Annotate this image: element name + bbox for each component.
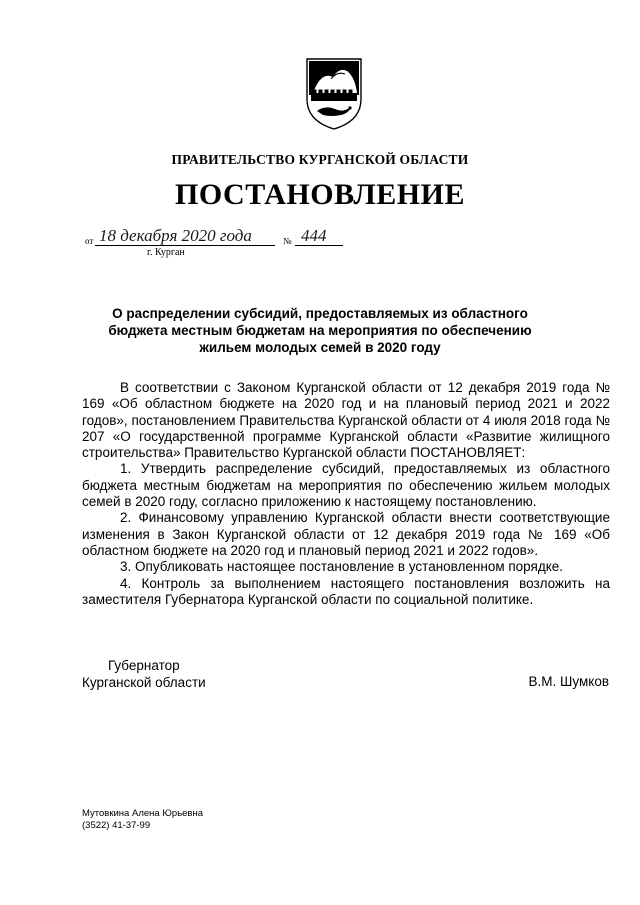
government-name: ПРАВИТЕЛЬСТВО КУРГАНСКОЙ ОБЛАСТИ xyxy=(171,152,469,167)
item-4-paragraph: 4. Контроль за выполнением настоящего постановления возложить на заместителя Губернатора Курганской области по социальной политике. xyxy=(82,575,610,607)
signatory-title-line-2: Курганской области xyxy=(82,675,206,690)
from-label: от xyxy=(85,236,94,246)
kurgan-oblast-coat-of-arms-icon xyxy=(303,55,365,133)
handwritten-number: 444 xyxy=(301,226,327,245)
executor-block xyxy=(82,808,203,832)
document-body xyxy=(82,380,610,608)
document-type-title: ПОСТАНОВЛЕНИЕ xyxy=(175,178,465,211)
signatory-name: В.М. Шумков xyxy=(528,674,609,689)
document-dateline xyxy=(85,227,345,261)
executor-phone: (3522) 41-37-99 xyxy=(82,820,151,831)
item-1-paragraph: 1. Утвердить распределение субсидий, предоставляемых из областного бюджета местным бюджетам на мероприятия по обеспечению жильем молодых семей в 2020 году, согласно приложению к настоящему постановлению. xyxy=(82,461,610,510)
item-3-paragraph: 3. Опубликовать настоящее постановление в установленном порядке. xyxy=(120,559,564,575)
document-subject: О распределении субсидий, предоставляемых из областного бюджета местным бюджетам на мероприятия по обеспечению жильем молодых семей в 2020 году xyxy=(108,306,532,355)
signatory-title xyxy=(82,657,206,691)
signatory-title-line-1: Губернатор xyxy=(108,658,180,673)
executor-name: Мутовкина Алена Юрьевна xyxy=(82,808,203,819)
item-2-paragraph: 2. Финансовому управлению Курганской области внести соответствующие изменения в Закон Курганской области от 12 декабря 2019 года № 169 «Об областном бюджете на 2020 год и плановый период 2021 и 2022 годов». xyxy=(82,510,610,558)
number-label: № xyxy=(283,236,292,246)
handwritten-date: 18 декабря 2020 года xyxy=(99,226,252,245)
city-label: г. Курган xyxy=(147,247,185,258)
preamble-paragraph: В соответствии с Законом Курганской области от 12 декабря 2019 года № 169 «Об областном бюджете на 2020 год и на плановый период 2021 и 2022 годов», постановлением Правительства Курганской области от 4 июля 2018 года № 207 «О государственной программе Курганской области «Развитие жилищного строительства» Правительство Курганской области ПОСТАНОВЛЯЕТ: xyxy=(82,380,610,461)
